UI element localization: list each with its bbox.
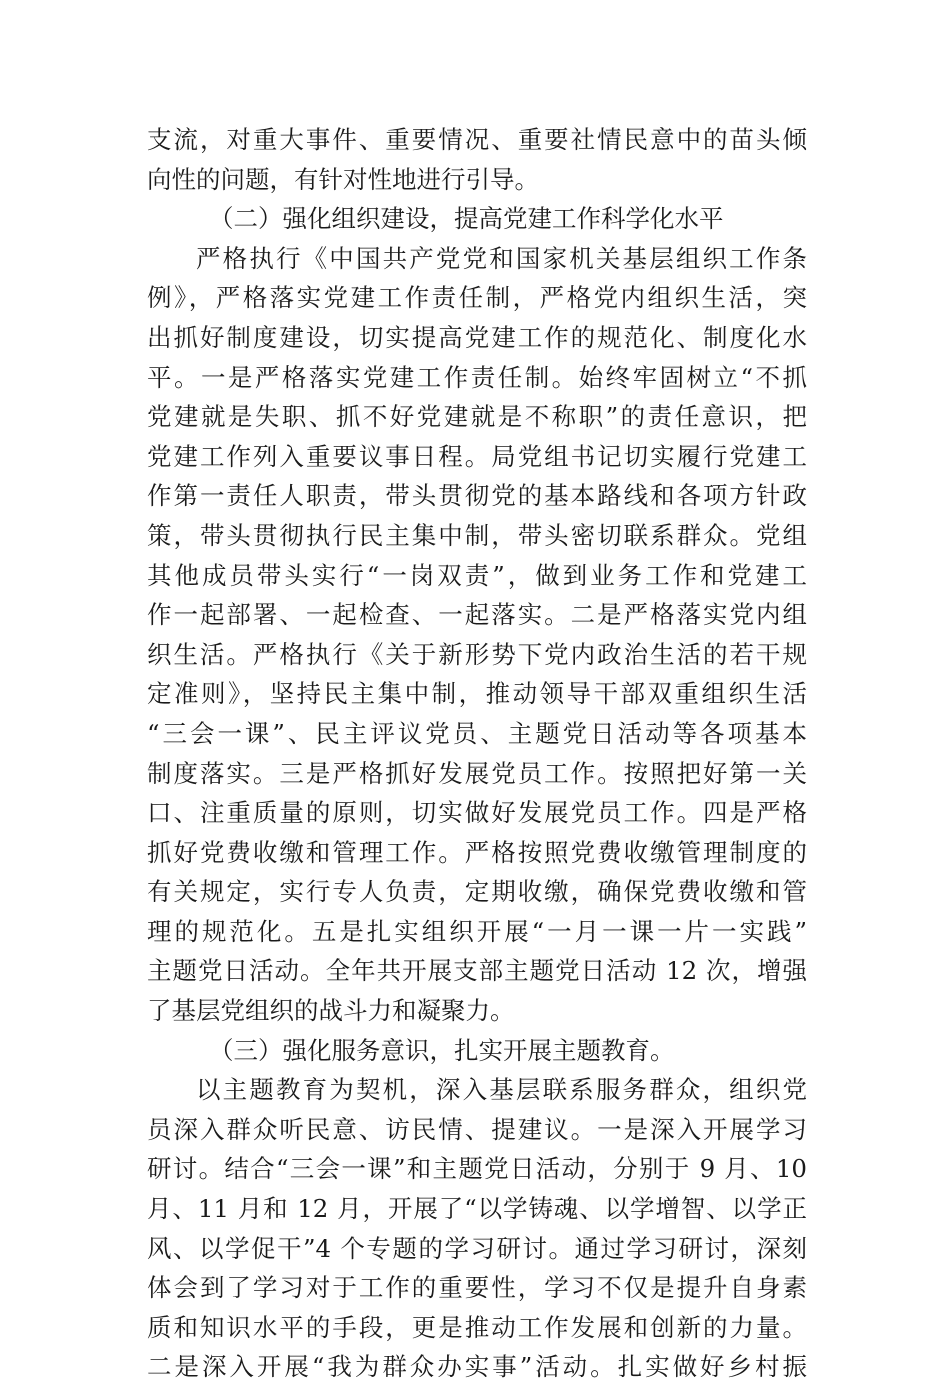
paragraph-line: 织生活。严格执行《关于新形势下党内政治生活的若干规 [147,639,807,669]
paragraph-line: 抓好党费收缴和管理工作。严格按照党费收缴管理制度的 [147,837,807,867]
paragraph-line: 理的规范化。五是扎实组织开展“一月一课一片一实践” [147,916,807,946]
paragraph-line: 其他成员带头实行“一岗双责”，做到业务工作和党建工 [147,560,807,590]
paragraph-line: 体会到了学习对于工作的重要性，学习不仅是提升自身素 [147,1273,807,1303]
paragraph-line: 党建就是失职、抓不好党建就是不称职”的责任意识，把 [147,402,807,432]
section-heading: （三）强化服务意识，扎实开展主题教育。 [209,1035,675,1065]
paragraph-line: 严格执行《中国共产党党和国家机关基层组织工作条 [196,243,807,273]
paragraph-line: “三会一课”、民主评议党员、主题党日活动等各项基本 [147,718,807,748]
paragraph-line: 党建工作列入重要议事日程。局党组书记切实履行党建工 [147,441,807,471]
paragraph-line: 了基层党组织的战斗力和凝聚力。 [147,996,515,1026]
paragraph-line: 口、注重质量的原则，切实做好发展党员工作。四是严格 [147,798,807,828]
paragraph-line: 有关规定，实行专人负责，定期收缴，确保党费收缴和管 [147,877,807,907]
paragraph-line: 定准则》，坚持民主集中制，推动领导干部双重组织生活 [147,679,807,709]
paragraph-line: 主题党日活动。全年共开展支部主题党日活动 12 次，增强 [147,956,807,986]
paragraph-line: 平。一是严格落实党建工作责任制。始终牢固树立“不抓 [147,362,807,392]
paragraph-line: 二是深入开展“我为群众办实事”活动。扎实做好乡村振 [147,1352,807,1382]
paragraph-line: 风、以学促干”4 个专题的学习研讨。通过学习研讨，深刻 [147,1233,807,1263]
paragraph-line: 研讨。结合“三会一课”和主题党日活动，分别于 9 月、10 [147,1154,807,1184]
paragraph-line: 出抓好制度建设，切实提高党建工作的规范化、制度化水 [147,322,807,352]
paragraph-line: 制度落实。三是严格抓好发展党员工作。按照把好第一关 [147,758,807,788]
document-body [147,120,807,1387]
paragraph-line: 月、11 月和 12 月，开展了“以学铸魂、以学增智、以学正 [147,1194,807,1224]
paragraph-line: 支流，对重大事件、重要情况、重要社情民意中的苗头倾 [147,125,807,154]
paragraph-line: 例》，严格落实党建工作责任制，严格党内组织生活，突 [147,283,807,313]
paragraph-line: 作一起部署、一起检查、一起落实。二是严格落实党内组 [147,600,807,630]
paragraph-line: 向性的问题，有针对性地进行引导。 [147,164,539,194]
paragraph-line: 策，带头贯彻执行民主集中制，带头密切联系群众。党组 [147,520,807,550]
paragraph-line: 员深入群众听民意、访民情、提建议。一是深入开展学习 [147,1114,807,1144]
section-heading: （二）强化组织建设，提高党建工作科学化水平 [209,204,724,234]
paragraph-line: 质和知识水平的手段，更是推动工作发展和创新的力量。 [147,1312,807,1342]
paragraph-line: 作第一责任人职责，带头贯彻党的基本路线和各项方针政 [147,481,807,511]
paragraph-line: 以主题教育为契机，深入基层联系服务群众，组织党 [196,1075,807,1105]
